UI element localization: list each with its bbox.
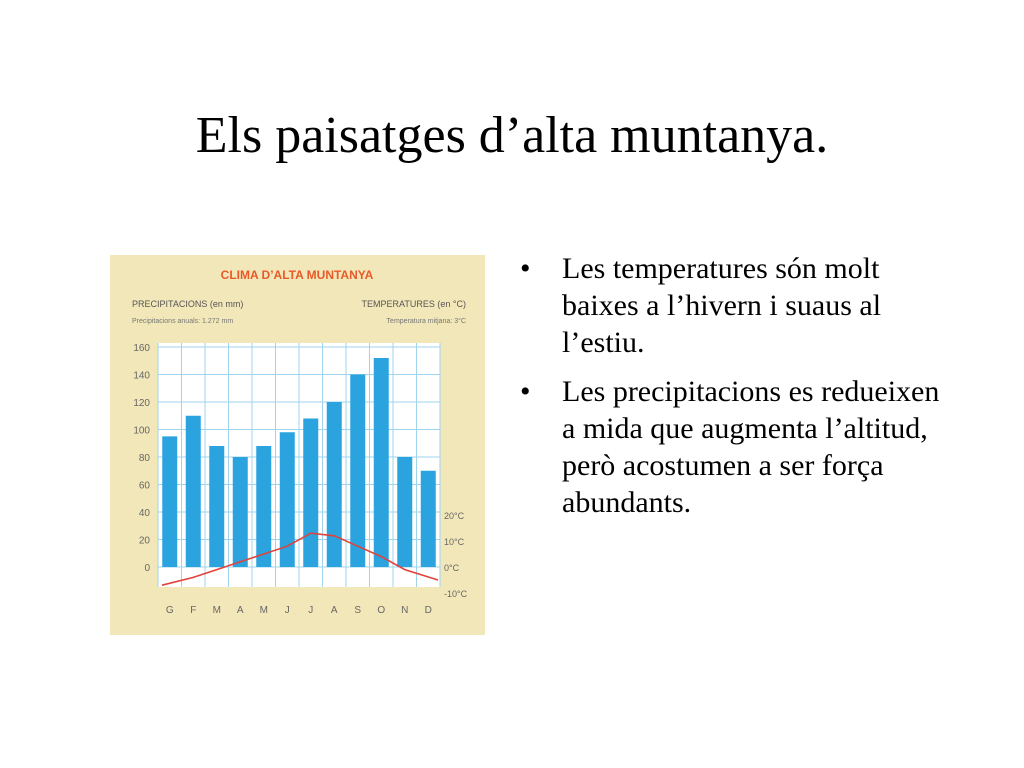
slide-title: Els paisatges d’alta muntanya.	[195, 107, 829, 164]
month-tick-label: D	[424, 605, 432, 616]
precip-bar	[397, 457, 412, 567]
temp-header: TEMPERATURES (en °C)	[361, 299, 466, 309]
bullet-dot: •	[520, 375, 531, 408]
precip-bar	[421, 471, 436, 567]
bullet-item-temperatures	[520, 250, 940, 361]
precip-bar	[350, 375, 365, 568]
precip-bar	[327, 402, 342, 567]
month-tick-label: M	[212, 605, 221, 616]
precip-bar	[233, 457, 248, 567]
precip-tick-label: 60	[138, 480, 150, 492]
precip-bar	[374, 358, 389, 567]
precip-tick-label: 80	[138, 453, 150, 464]
month-tick-label: O	[377, 605, 386, 616]
month-tick-label: A	[236, 605, 244, 616]
precip-tick-label: 0	[144, 563, 150, 574]
month-tick-label: F	[190, 605, 197, 616]
precip-tick-layer	[133, 343, 150, 574]
month-tick-label: S	[354, 605, 362, 616]
bullet-text: Les temperatures són molt baixes a l’hivern i suaus al l’estiu.	[562, 252, 882, 359]
month-tick-label: J	[284, 605, 290, 616]
temp-tick-label: -10°C	[444, 589, 468, 599]
precip-tick-label: 120	[133, 398, 150, 409]
precip-bar	[256, 446, 271, 567]
precip-tick-label: 140	[133, 370, 150, 382]
month-tick-label: G	[165, 605, 174, 616]
climograph-svg	[110, 255, 485, 635]
temp-subheader: Temperatura mitjana: 3°C	[386, 318, 466, 325]
month-tick-label: N	[401, 605, 409, 616]
month-tick-label: A	[330, 605, 338, 616]
precip-tick-label: 20	[138, 535, 150, 547]
month-tick-label: M	[259, 605, 268, 616]
precip-subheader: Precipitacions anuals: 1.272 mm	[132, 318, 234, 325]
temp-tick-label: 0°C	[444, 563, 460, 573]
temp-tick-label: 20°C	[444, 511, 465, 521]
precip-bar	[209, 446, 224, 567]
chart-title: CLIMA D’ALTA MUNTANYA	[220, 268, 374, 282]
precip-tick-label: 160	[133, 343, 150, 354]
precip-header: PRECIPITACIONS (en mm)	[132, 299, 244, 309]
bullet-text: Les precipitacions es redueixen a mida que augmenta l’altitud, però acostumen a ser força abundants.	[562, 375, 940, 519]
precip-bar	[162, 436, 177, 567]
bullet-dot: •	[520, 252, 531, 285]
bullet-item-precipitations	[520, 373, 940, 521]
month-tick-label: J	[308, 605, 314, 616]
month-tick-layer	[166, 605, 432, 616]
temp-tick-layer	[444, 511, 468, 599]
precip-tick-label: 100	[133, 425, 150, 437]
precip-tick-label: 40	[138, 508, 150, 519]
bullet-list	[520, 250, 940, 533]
temp-tick-label: 10°C	[444, 537, 465, 547]
precip-bar	[303, 419, 318, 568]
climograph-chart	[110, 255, 485, 635]
precip-bar	[186, 416, 201, 567]
